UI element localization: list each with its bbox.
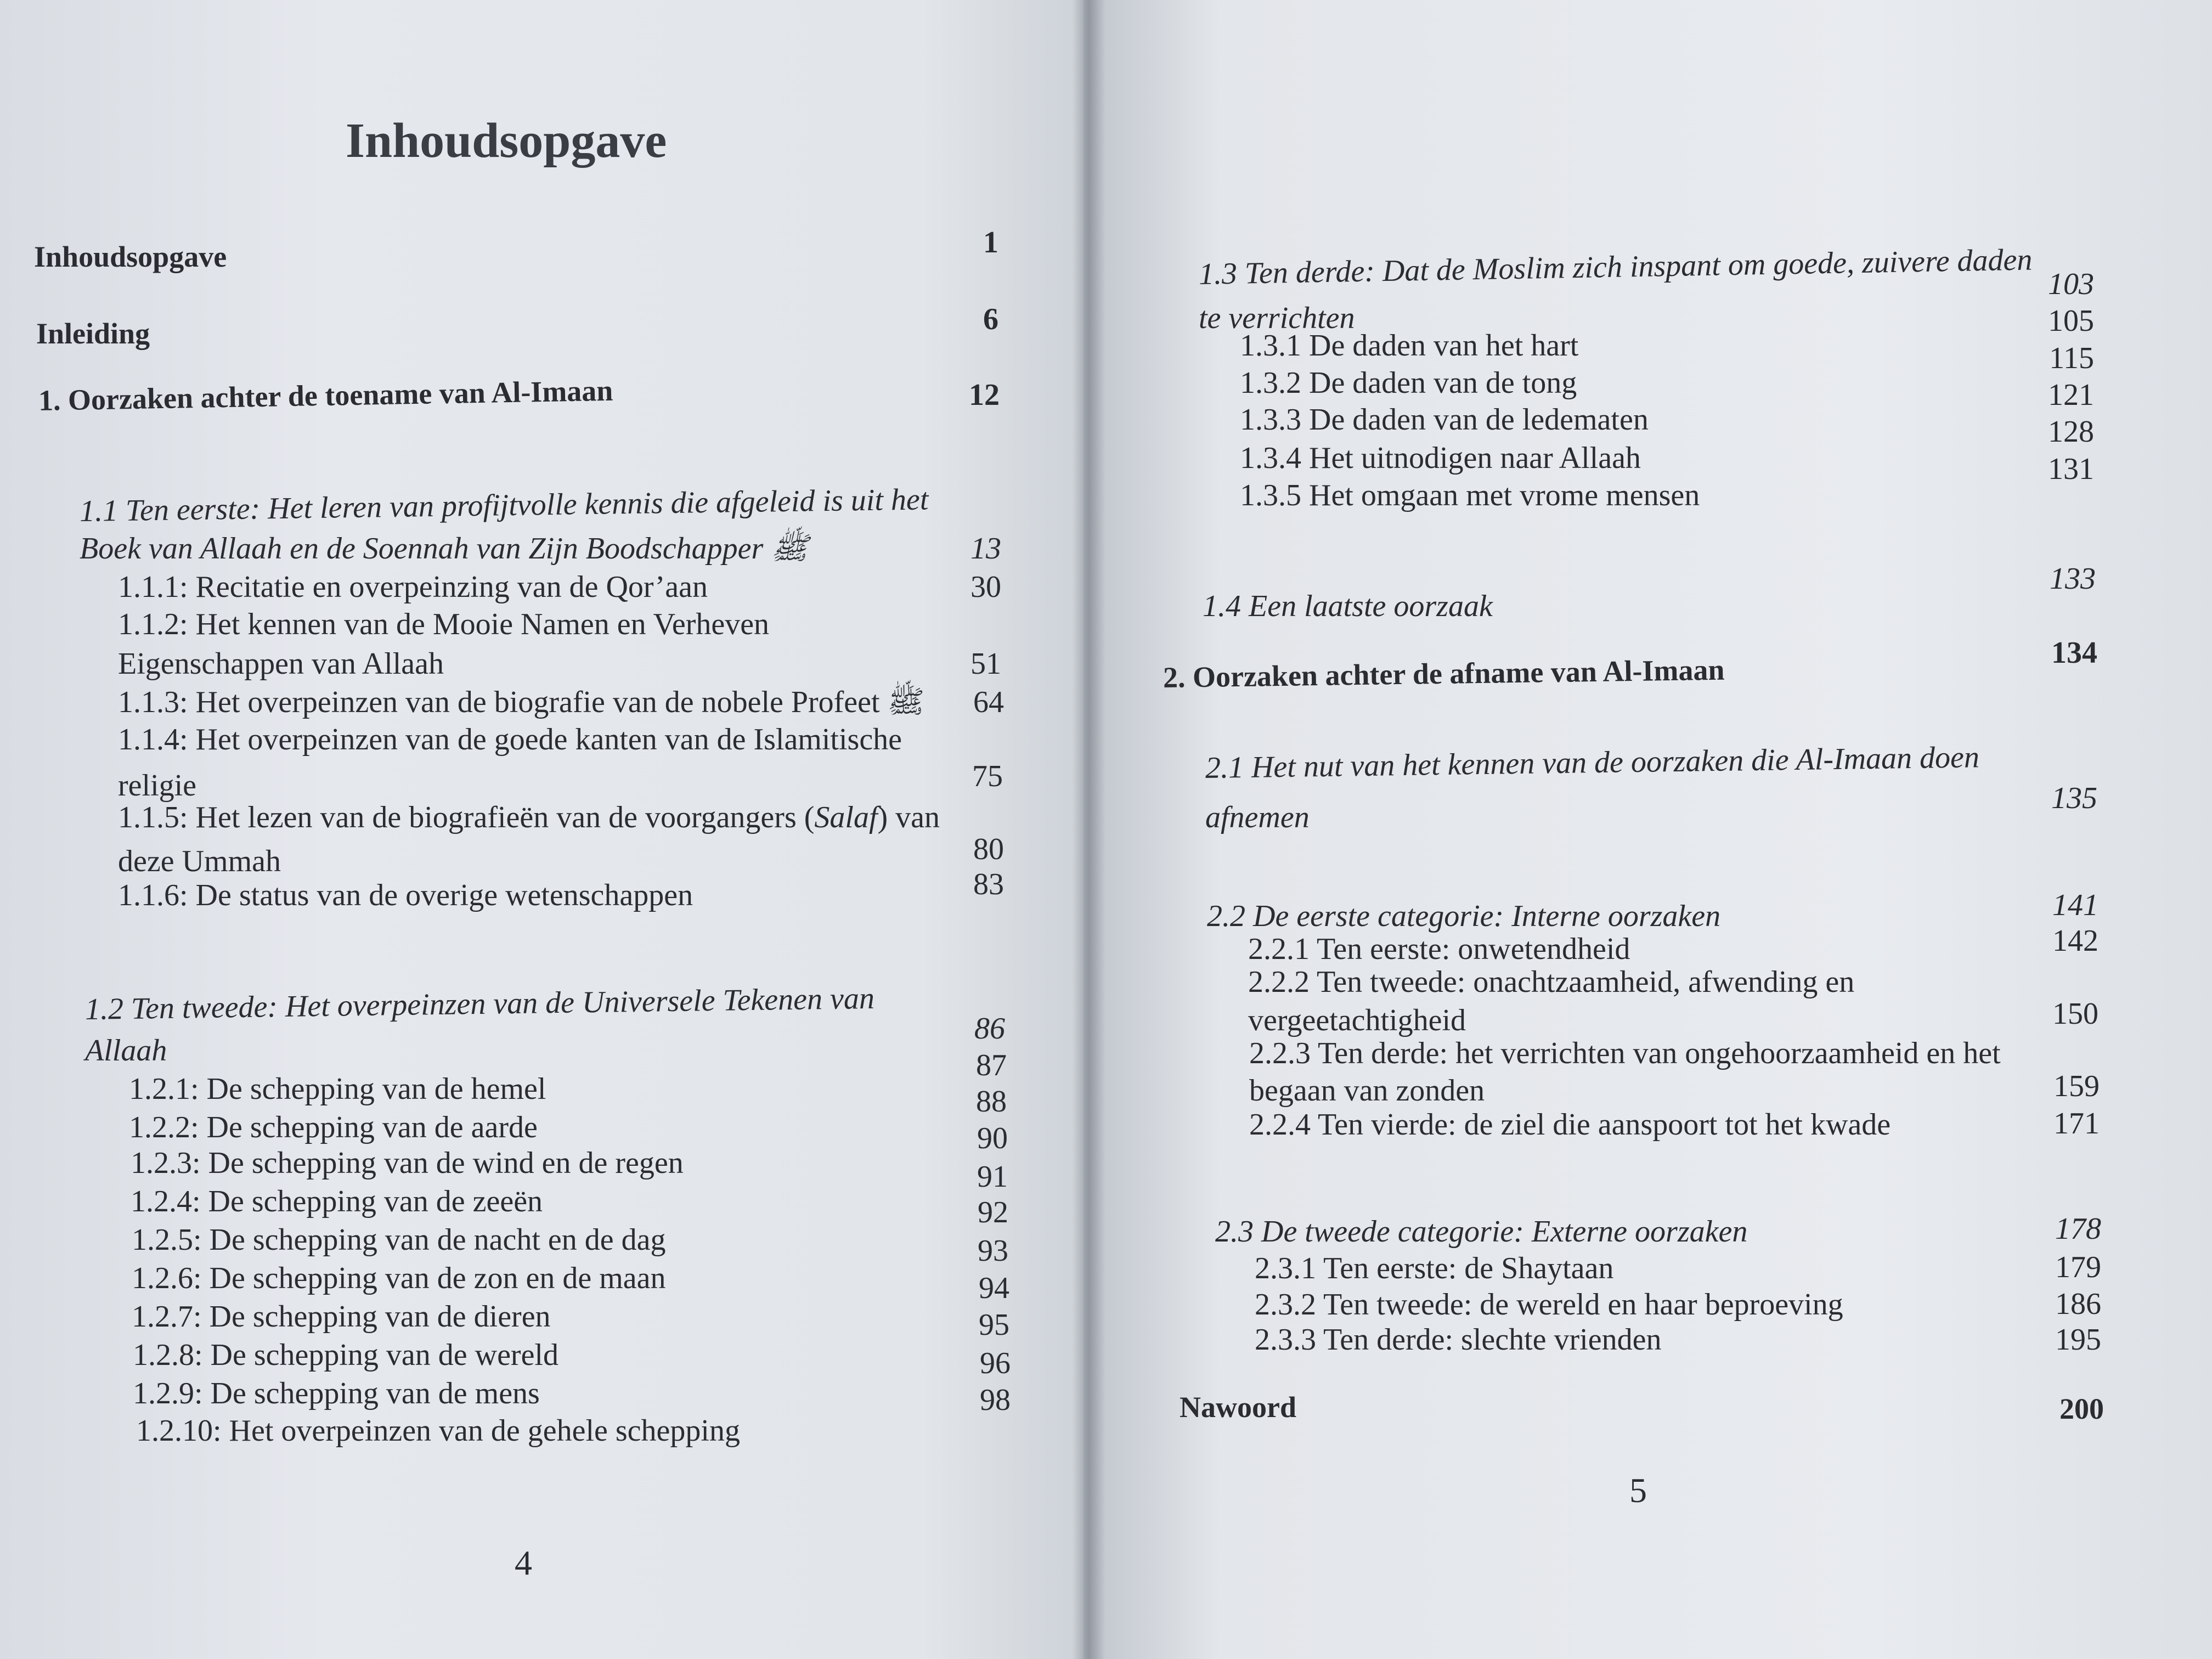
toc-entry-title: 1.2.1: De schepping van de hemel <box>129 1072 546 1106</box>
toc-page-number: 200 <box>2059 1392 2104 1425</box>
toc-entry-title: deze Ummah <box>118 844 281 878</box>
toc-page-number: 134 <box>2051 636 2097 670</box>
right-page <box>1084 0 2212 1659</box>
toc-page-number: 87 <box>976 1048 1007 1082</box>
toc-page-number: 64 <box>973 685 1004 719</box>
toc-page-number: 30 <box>970 570 1001 604</box>
toc-entry-title: 1.2.10: Het overpeinzen van de gehele schepping <box>136 1414 740 1448</box>
toc-page-number: 115 <box>2049 341 2094 375</box>
toc-page-number: 195 <box>2055 1323 2101 1357</box>
toc-entry-title: Eigenschappen van Allaah <box>118 647 444 681</box>
toc-page-number: 171 <box>2053 1107 2100 1141</box>
toc-entry-title: Allaah <box>85 1034 167 1068</box>
toc-entry-title: Nawoord <box>1180 1391 1296 1424</box>
toc-entry-title: Inhoudsopgave <box>34 240 227 273</box>
toc-page-number: 13 <box>970 532 1001 566</box>
toc-page-number: 121 <box>2048 378 2094 412</box>
toc-entry-title: afnemen <box>1205 800 1310 834</box>
toc-page-number: 103 <box>2048 267 2094 301</box>
toc-page-number: 80 <box>973 832 1004 866</box>
left-page <box>0 0 1084 1659</box>
toc-entry-title: 1.2 Ten tweede: Het overpeinzen van de Universele Tekenen van <box>84 981 875 1026</box>
toc-entry-title: 1.2.6: De schepping van de zon en de maan <box>132 1261 666 1295</box>
toc-entry-title: 1.1.2: Het kennen van de Mooie Namen en Verheven <box>118 607 770 641</box>
toc-page-number: 93 <box>978 1234 1008 1268</box>
toc-entry-title: 1. Oorzaken achter de toename van Al-Imaan <box>38 374 613 417</box>
toc-page-number: 159 <box>2053 1069 2100 1103</box>
toc-entry-title: 2.3.1 Ten eerste: de Shaytaan <box>1255 1251 1614 1285</box>
toc-entry-title: 2.2 De eerste categorie: Interne oorzaken <box>1207 899 1721 933</box>
toc-entry-title: 2.1 Het nut van het kennen van de oorzaken die Al-Imaan doen <box>1205 740 1980 785</box>
toc-page-number: 131 <box>2048 452 2094 486</box>
toc-page-number: 51 <box>970 647 1001 681</box>
toc-entry-title: 1.1 Ten eerste: Het leren van profijtvolle kennis die afgeleid is uit het <box>79 482 929 528</box>
toc-entry-title: 1.1.1: Recitatie en overpeinzing van de Qor’aan <box>118 570 708 604</box>
toc-entry-title: 1.2.8: De schepping van de wereld <box>133 1338 558 1372</box>
toc-page-number: 135 <box>2051 781 2097 815</box>
toc-page-number: 95 <box>979 1308 1009 1342</box>
toc-entry-title: 1.2.4: De schepping van de zeeën <box>131 1184 543 1218</box>
toc-entry-title: begaan van zonden <box>1249 1074 1485 1108</box>
toc-entry-title: 2.2.1 Ten eerste: onwetendheid <box>1248 932 1630 966</box>
toc-entry-title: Boek van Allaah en de Soennah van Zijn Boodschapper ﷺ <box>80 532 808 566</box>
toc-page-number: 98 <box>980 1383 1011 1417</box>
toc-page-number: 178 <box>2055 1212 2101 1246</box>
toc-entry-title: 1.2.9: De schepping van de mens <box>133 1376 540 1410</box>
toc-page-number: 12 <box>969 378 1000 412</box>
toc-entry-title: 1.2.2: De schepping van de aarde <box>129 1110 538 1144</box>
toc-entry-title: 1.3.3 De daden van de ledematen <box>1240 403 1649 437</box>
toc-entry-title: 2.2.4 Ten vierde: de ziel die aanspoort tot het kwade <box>1249 1108 1891 1142</box>
toc-entry-title: te verrichten <box>1199 301 1355 335</box>
toc-entry-title: 1.1.3: Het overpeinzen van de biografie van de nobele Profeet ﷺ <box>118 685 925 719</box>
toc-entry-title: 1.1.6: De status van de overige wetenschappen <box>118 878 693 912</box>
toc-page-number: 142 <box>2052 924 2098 958</box>
toc-entry-salaf: 1.1.5: Het lezen van de biografieën van de voorgangers (Salaf) van <box>118 800 940 834</box>
toc-entry-title: 2.3.3 Ten derde: slechte vrienden <box>1255 1323 1662 1357</box>
toc-entry-title: 2.2.2 Ten tweede: onachtzaamheid, afwending en <box>1248 965 1855 999</box>
toc-title: Inhoudsopgave <box>346 114 667 168</box>
toc-page-number: 86 <box>974 1012 1005 1046</box>
toc-page-number: 92 <box>978 1195 1008 1229</box>
page-number: 4 <box>515 1543 532 1582</box>
toc-page-number: 6 <box>983 302 998 336</box>
toc-page-number: 179 <box>2055 1250 2101 1284</box>
toc-entry-title: 2.3.2 Ten tweede: de wereld en haar beproeving <box>1255 1288 1843 1322</box>
toc-entry-title: 1.3.2 De daden van de tong <box>1240 366 1577 400</box>
toc-entry-title: 1.3.4 Het uitnodigen naar Allaah <box>1240 441 1641 475</box>
toc-page-number: 88 <box>976 1085 1007 1119</box>
toc-entry-title: religie <box>118 769 197 803</box>
book-gutter-shadow <box>1073 0 1105 1659</box>
toc-page-number: 94 <box>979 1271 1009 1305</box>
toc-page-number: 133 <box>2050 562 2096 596</box>
toc-page-number: 141 <box>2052 888 2098 922</box>
toc-entry-title: 1.2.7: De schepping van de dieren <box>132 1300 551 1334</box>
toc-entry-title: Inleiding <box>36 317 150 350</box>
toc-entry-title: 1.2.5: De schepping van de nacht en de dag <box>132 1223 666 1257</box>
toc-page-number: 186 <box>2055 1287 2101 1321</box>
toc-entry-title: 2. Oorzaken achter de afname van Al-Imaan <box>1163 653 1725 694</box>
toc-entry-title: vergeetachtigheid <box>1248 1003 1466 1037</box>
toc-page-number: 90 <box>977 1121 1008 1155</box>
toc-page-number: 105 <box>2048 304 2094 338</box>
page-number: 5 <box>1629 1471 1647 1510</box>
toc-page-number: 150 <box>2052 997 2098 1031</box>
toc-entry-title: 1.4 Een laatste oorzaak <box>1203 589 1493 623</box>
toc-page-number: 96 <box>980 1346 1011 1380</box>
toc-page-number: 75 <box>972 759 1003 793</box>
toc-entry-title: 1.3.1 De daden van het hart <box>1240 329 1579 363</box>
toc-page-number: 83 <box>973 867 1004 901</box>
toc-entry-title: 1.1.4: Het overpeinzen van de goede kanten van de Islamitische <box>118 723 902 757</box>
toc-entry-title: 2.3 De tweede categorie: Externe oorzaken <box>1215 1215 1748 1249</box>
toc-page-number: 128 <box>2048 415 2094 449</box>
toc-page-number: 91 <box>977 1160 1008 1194</box>
toc-entry-title: 1.3.5 Het omgaan met vrome mensen <box>1240 478 1700 512</box>
toc-page-number: 1 <box>983 225 998 259</box>
toc-entry-title: 1.3 Ten derde: Dat de Moslim zich inspant om goede, zuivere daden <box>1198 242 2033 291</box>
toc-entry-title: 2.2.3 Ten derde: het verrichten van ongehoorzaamheid en het <box>1249 1036 2001 1070</box>
toc-entry-title: 1.2.3: De schepping van de wind en de regen <box>131 1146 684 1180</box>
